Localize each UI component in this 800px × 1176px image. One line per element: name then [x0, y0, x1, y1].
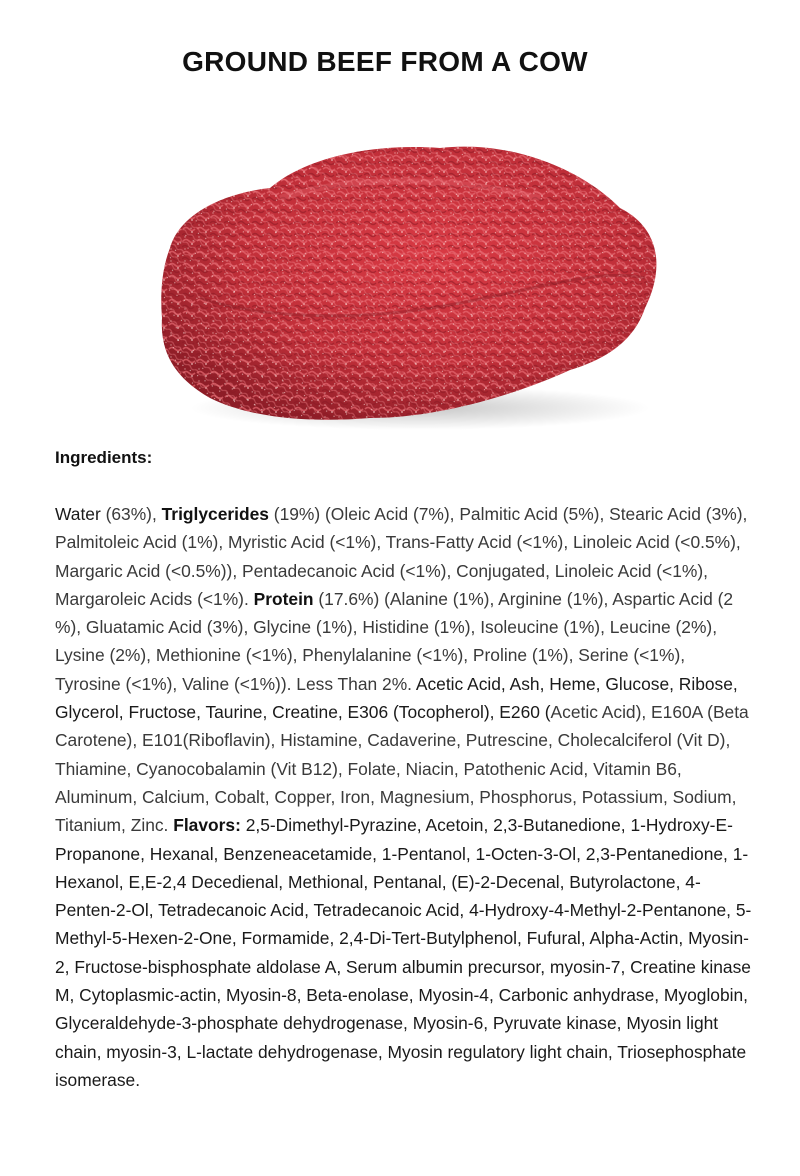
protein-label: Protein [253, 588, 314, 609]
water-label: Water [55, 504, 101, 524]
water-percent: (63%), [100, 504, 162, 524]
ingredients-heading: Ingredients: [55, 448, 153, 467]
flavors-label: Flavors: [173, 815, 241, 836]
protein-text: (17.6%) (Alanine (1%), Arginine (1%), Aspartic Acid (2 %), Gluatamic Acid (3%), Glycine (1%), Histidine (1%), Isoleucine (1%), Leucine (2%), Lysine (2%), Methionine (<1%), Phenylalanine (<1%), Proline (1%), Serine (<1%), Tyrosine (<1%), Valine (<1%)). Less Than 2%. [55, 588, 734, 694]
triglycerides-label: Triglycerides [161, 504, 269, 524]
triglycerides-text: (19%) (Oleic Acid (7%), Palmitic Acid (5%), Stearic Acid (3%), Palmitoleic Acid (1%), Myristic Acid (<1%), Trans-Fatty Acid (<1%), Linoleic Acid (<0.5%), Margaric Acid (<0.5%)), Pentadecanoic Acid (<1%), Conjugated, Linoleic Acid (<1%), Margaroleic Acids (<1%). [55, 504, 748, 609]
minor-ingredients-text: Acetic Acid), E160A (Beta Carotene), E101(Riboflavin), Histamine, Cadaverine, Putrescine, Cholecalciferol (Vit D), Thiamine, Cyanocobalamin (Vit B12), Folate, Niacin, Patothenic Acid, Vitamin B6, Aluminum, Calcium, Cobalt, Copper, Iron, Magnesium, Phosphorus, Potassium, Sodium, Titanium, Zinc. [55, 702, 749, 836]
flavors-text: 2,5-Dimethyl-Pyrazine, Acetoin, 2,3-Butanedione, 1-Hydroxy-E-Propanone, Hexanal, Benzeneacetamide, 1-Pentanol, 1-Octen-3-Ol, 2,3-Pentanedione, 1-Hexanol, E,E-2,4 Decedienal, Methional, Pentanal, (E)-2-Decenal, Butyrolactone, 4-Penten-2-Ol, Tetradecanoic Acid, Tetradecanoic Acid, 4-Hydroxy-4-Methyl-2-Pentanone, 5-Methyl-5-Hexen-2-One, Formamide, 2,4-Di-Tert-Butylphenol, Fufural, Alpha-Actin, Myosin-2, Fructose-bisphosphate aldolase A, Serum albumin precursor, myosin-7, Creatine kinase M, Cytoplasmic-actin, Myosin-8, Beta-enolase, Myosin-4, Carbonic anhydrase, Myoglobin, Glyceraldehyde-3-phosphate dehydrogenase, Myosin-6, Pyruvate kinase, Myosin light chain, myosin-3, L-lactate dehydrogenase, Myosin regulatory light chain, Triosephosphate isomerase. [55, 815, 752, 1090]
ingredients-text [55, 500, 755, 1094]
minor-ingredients-dark: Acetic Acid, Ash, Heme, Glucose, Ribose, Glycerol, Fructose, Taurine, Creatine, E306 (Tocopherol), E260 ( [55, 673, 738, 723]
ground-beef-icon [140, 118, 670, 438]
page-title: GROUND BEEF FROM A COW [182, 46, 588, 77]
ground-beef-image [140, 118, 670, 438]
